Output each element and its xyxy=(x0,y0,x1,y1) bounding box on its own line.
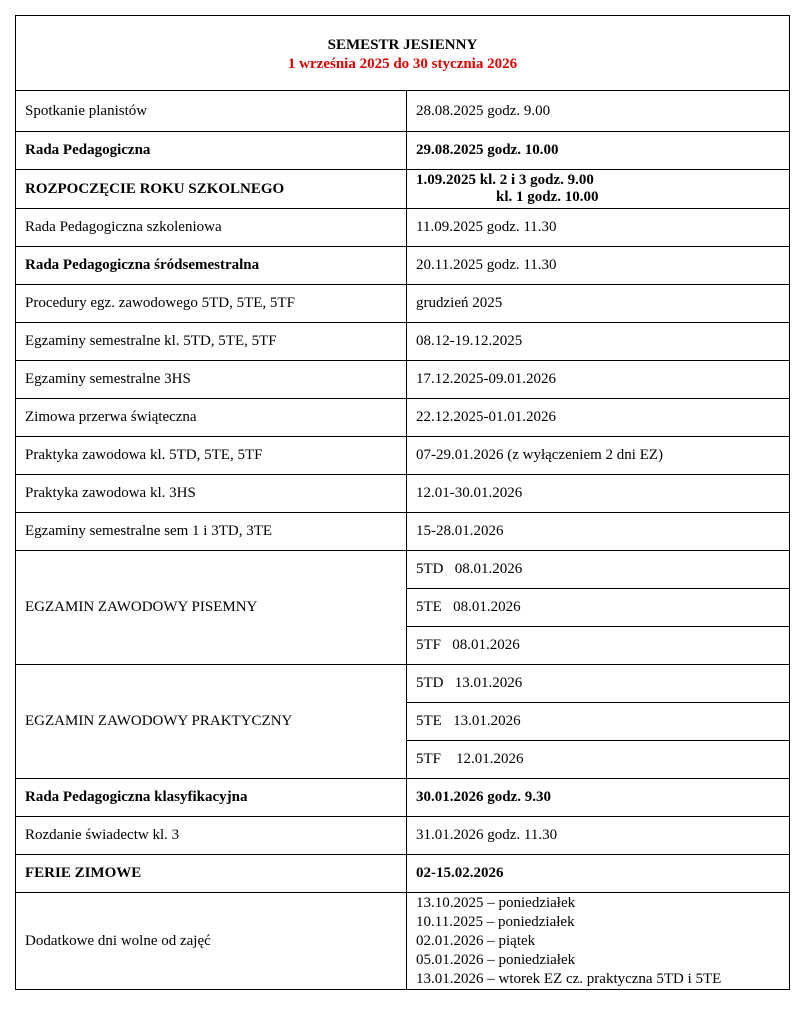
exam-practical-item: 5TD 13.01.2026 xyxy=(407,665,790,703)
row-value: 28.08.2025 godz. 9.00 xyxy=(407,91,790,132)
days-off-item: 13.10.2025 – poniedziałek xyxy=(416,894,576,911)
row-value: 12.01-30.01.2026 xyxy=(407,475,790,513)
days-off-item: 10.11.2025 – poniedziałek xyxy=(416,913,575,930)
days-off-item: 05.01.2026 – poniedziałek xyxy=(416,951,576,968)
row-value: 30.01.2026 godz. 9.30 xyxy=(407,779,790,817)
table-row xyxy=(16,247,790,285)
row-value: 11.09.2025 godz. 11.30 xyxy=(407,209,790,247)
row-value: 22.12.2025-01.01.2026 xyxy=(407,399,790,437)
exam-written-item: 5TE 08.01.2026 xyxy=(407,589,790,627)
table-row xyxy=(16,893,790,990)
row-label: Egzaminy semestralne kl. 5TD, 5TE, 5TF xyxy=(16,323,407,361)
row-value xyxy=(407,170,790,209)
row-label: Praktyka zawodowa kl. 3HS xyxy=(16,475,407,513)
row-label: Praktyka zawodowa kl. 5TD, 5TE, 5TF xyxy=(16,437,407,475)
table-row xyxy=(16,209,790,247)
row-label: Egzaminy semestralne sem 1 i 3TD, 3TE xyxy=(16,513,407,551)
row-value: 17.12.2025-09.01.2026 xyxy=(407,361,790,399)
schedule-table xyxy=(15,15,790,990)
table-row xyxy=(16,437,790,475)
row-value-line: 1.09.2025 kl. 2 i 3 godz. 9.00 xyxy=(416,172,594,188)
row-label: Spotkanie planistów xyxy=(16,91,407,132)
row-label: Egzaminy semestralne 3HS xyxy=(16,361,407,399)
row-value: 31.01.2026 godz. 11.30 xyxy=(407,817,790,855)
days-off-item: 02.01.2026 – piątek xyxy=(416,932,536,949)
row-value: 08.12-19.12.2025 xyxy=(407,323,790,361)
table-row xyxy=(16,779,790,817)
semester-title: SEMESTR JESIENNY xyxy=(327,36,478,53)
row-label: FERIE ZIMOWE xyxy=(16,855,407,893)
semester-dates: 1 września 2025 do 30 stycznia 2026 xyxy=(287,55,518,72)
table-row xyxy=(16,285,790,323)
row-label: Rada Pedagogiczna klasyfikacyjna xyxy=(16,779,407,817)
exam-practical-label: EGZAMIN ZAWODOWY PRAKTYCZNY xyxy=(16,665,407,779)
row-value: 29.08.2025 godz. 10.00 xyxy=(407,132,790,170)
row-value: 07-29.01.2026 (z wyłączeniem 2 dni EZ) xyxy=(407,437,790,475)
exam-practical-item: 5TE 13.01.2026 xyxy=(407,703,790,741)
exam-written-item: 5TD 08.01.2026 xyxy=(407,551,790,589)
table-row xyxy=(16,91,790,132)
table-row xyxy=(16,513,790,551)
row-value: 02-15.02.2026 xyxy=(407,855,790,893)
table-row xyxy=(16,475,790,513)
row-value: 20.11.2025 godz. 11.30 xyxy=(407,247,790,285)
row-label: ROZPOCZĘCIE ROKU SZKOLNEGO xyxy=(16,170,407,209)
table-row xyxy=(16,551,790,589)
header-cell xyxy=(16,16,790,91)
table-row xyxy=(16,855,790,893)
table-row xyxy=(16,170,790,209)
table-row xyxy=(16,132,790,170)
row-label: Rozdanie świadectw kl. 3 xyxy=(16,817,407,855)
table-row xyxy=(16,817,790,855)
row-label: Rada Pedagogiczna szkoleniowa xyxy=(16,209,407,247)
days-off-label: Dodatkowe dni wolne od zajęć xyxy=(16,893,407,990)
row-value: 15-28.01.2026 xyxy=(407,513,790,551)
days-off-list xyxy=(407,893,790,990)
header-row xyxy=(16,16,790,91)
exam-written-item: 5TF 08.01.2026 xyxy=(407,627,790,665)
days-off-item: 13.01.2026 – wtorek EZ cz. praktyczna 5TD i 5TE xyxy=(416,970,722,987)
row-label: Procedury egz. zawodowego 5TD, 5TE, 5TF xyxy=(16,285,407,323)
row-value-line: kl. 1 godz. 10.00 xyxy=(496,189,599,205)
row-label: Rada Pedagogiczna śródsemestralna xyxy=(16,247,407,285)
table-row xyxy=(16,323,790,361)
table-row xyxy=(16,399,790,437)
row-label: Rada Pedagogiczna xyxy=(16,132,407,170)
table-row xyxy=(16,665,790,703)
exam-practical-item: 5TF 12.01.2026 xyxy=(407,741,790,779)
table-row xyxy=(16,361,790,399)
row-value: grudzień 2025 xyxy=(407,285,790,323)
exam-written-label: EGZAMIN ZAWODOWY PISEMNY xyxy=(16,551,407,665)
row-label: Zimowa przerwa świąteczna xyxy=(16,399,407,437)
